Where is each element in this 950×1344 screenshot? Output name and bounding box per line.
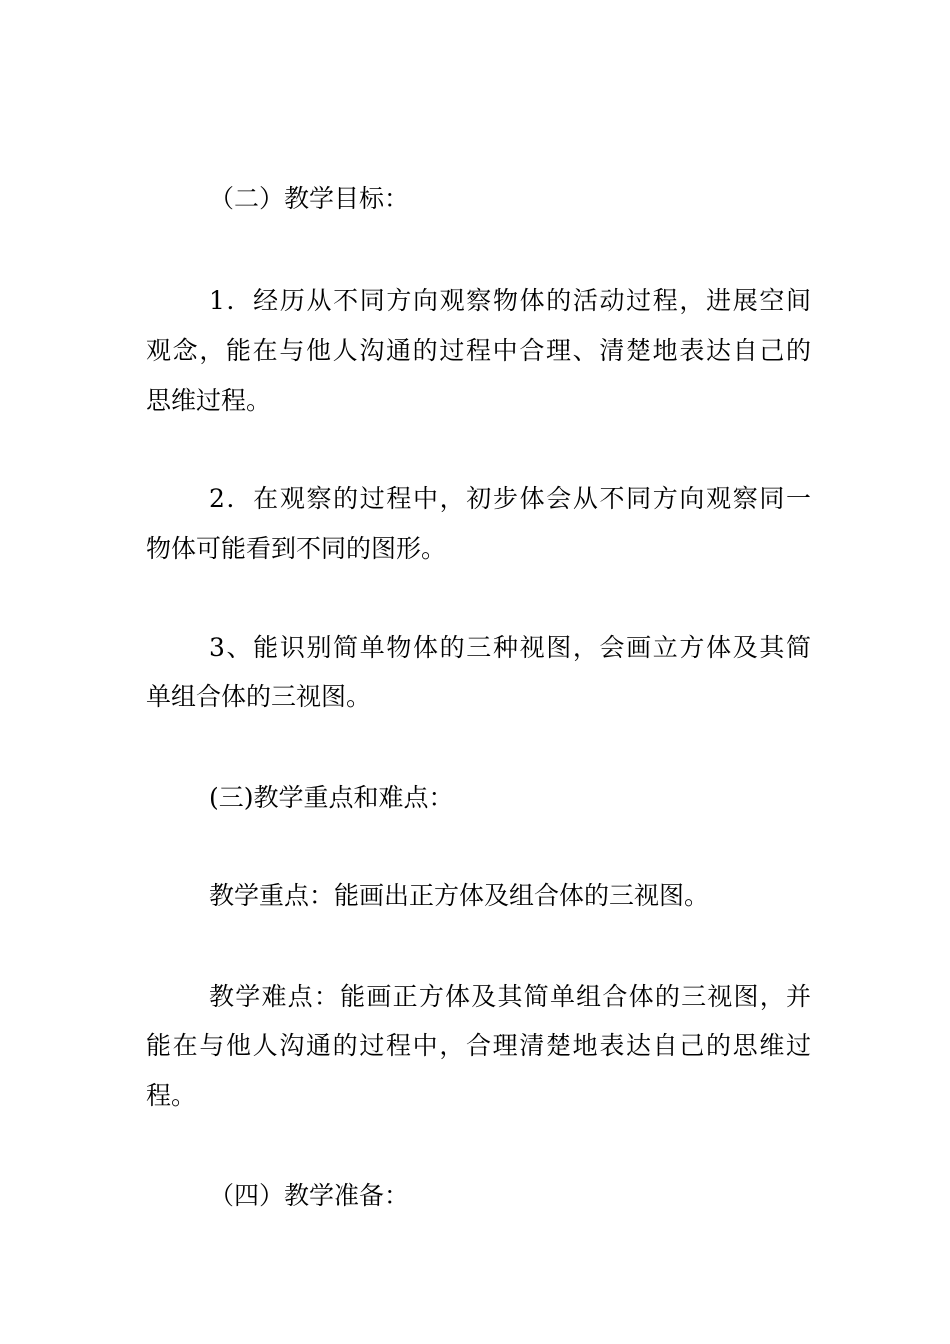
objective-1-line-3: 思维过程。 — [146, 386, 272, 415]
objective-2-line-1: 2．在观察的过程中，初步体会从不同方向观察同一 — [209, 484, 811, 513]
section-heading-objectives: （二）教学目标： — [209, 184, 410, 213]
difficulty-line-3: 程。 — [146, 1081, 197, 1110]
objective-3-line-2: 单组合体的三视图。 — [146, 682, 372, 711]
key-point-text: 教学重点：能画出正方体及组合体的三视图。 — [209, 881, 710, 910]
objective-3-line-1: 3、能识别简单物体的三种视图，会画立方体及其简 — [209, 633, 811, 662]
objective-2-line-2: 物体可能看到不同的图形。 — [146, 534, 447, 563]
section-heading-preparation: （四）教学准备： — [209, 1181, 410, 1210]
difficulty-line-2: 能在与他人沟通的过程中，合理清楚地表达自己的思维过 — [146, 1031, 811, 1060]
objective-1-line-2: 观念，能在与他人沟通的过程中合理、清楚地表达自己的 — [146, 336, 811, 365]
section-heading-key-points: (三)教学重点和难点： — [209, 783, 454, 812]
objective-1-line-1: 1．经历从不同方向观察物体的活动过程，进展空间 — [209, 286, 811, 315]
difficulty-line-1: 教学难点：能画正方体及其简单组合体的三视图，并 — [209, 982, 811, 1011]
